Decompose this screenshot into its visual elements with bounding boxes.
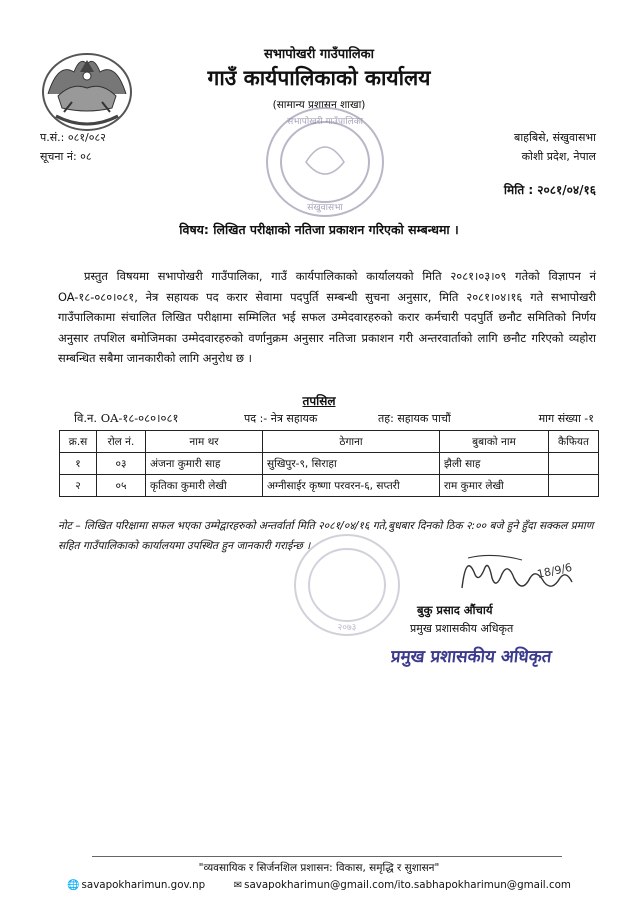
table-cell: कृतिका कुमारी लेखी [146, 475, 263, 497]
mail-icon: ✉ [233, 880, 243, 891]
table-row [60, 475, 599, 497]
reference-number: प.सं.: ०८१/०८२ [40, 131, 106, 144]
advert-number: वि.न. OA-१८-०८०।०८१ [74, 411, 179, 425]
column-header: बुबाको नाम [440, 431, 549, 453]
subject-line: विषय: लिखित परीक्षाको नतिजा प्रकाशन गरिएको सम्बन्धमा । [179, 222, 459, 237]
table-cell: ०५ [97, 475, 146, 497]
office-name: सभापोखरी गाउँपालिका [264, 47, 374, 62]
handwritten-signature-icon [452, 548, 580, 606]
post-level: तह: सहायक पाचौं [378, 412, 451, 425]
demand-count: माग संख्या -१ [538, 412, 594, 425]
table-cell [549, 475, 599, 497]
body-paragraph: प्रस्तुत विषयमा सभापोखरी गाउँपालिका, गाउँ कार्यपालिकाको कार्यालयको मिति २०८१।०३।०९ गतेको विज्ञापन नं OA-१८-०८०।०८१, नेत्र सहायक पद करार सेवामा पदपुर्ति सम्बन्धी सुचना अनुसार, मिति २०८१।०४।१६ गते सभापोखरी गाउँपालिकामा संचालित लिखित परीक्षामा सम्मिलित भई सफल उम्मेदवारहरुको करार कर्मचारी पदपुर्ति छनौट समितिको निर्णय अनुसार तपशिल बमोजिमका उम्मेदवारहरुको वर्णानुक्रम अनुसार नतिजा प्रकाशन गरी अन्तरवार्ताको लागि छनौट गरिएको व्यहोरा सम्बन्धित सबैमा जानकारीको लागि अनुरोध छ । [58, 269, 596, 365]
table-cell: अंजना कुमारी साह [146, 453, 263, 475]
column-header: क्र.स [60, 431, 97, 453]
footer-contacts [0, 879, 638, 891]
table-cell: राम कुमार लेखी [440, 475, 549, 497]
globe-icon: 🌐 [67, 880, 80, 891]
table-cell: झैली साह [440, 453, 549, 475]
table-cell [549, 453, 599, 475]
footer-motto: "व्यवसायिक र सिर्जनशिल प्रशासन: विकास, समृद्धि र सुशासन" [198, 862, 440, 874]
table-cell: १ [60, 453, 97, 475]
svg-text:२०७३: २०७३ [337, 623, 357, 633]
title-stamp: प्रमुख प्रशासकीय अधिकृत [389, 647, 553, 667]
table-row [60, 453, 599, 475]
column-header: नाम थर [146, 431, 263, 453]
office-seal-icon [290, 530, 404, 640]
notice-number: सूचना नं: ०८ [40, 150, 92, 163]
website-link[interactable]: savapokharimun.gov.np [81, 879, 206, 891]
office-seal-icon [262, 102, 388, 222]
note-paragraph: नोट – लिखित परिक्षामा सफल भएका उम्मेद्वारहरुको अन्तर्वार्ता मिति २०८१/०४/१६ गते,बुधबार दिनको ठिक २:०० बजे हुने हुँदा सक्कल प्रमाण सहित गाउँपालिकाको कार्यालयमा उपस्थित हुन जानकारी गराईन्छ । [58, 520, 594, 552]
svg-text:18/9/6: 18/9/6 [535, 560, 574, 581]
svg-text:संखुवासभा: संखुवासभा [307, 203, 343, 213]
column-header: ठेगाना [263, 431, 440, 453]
footer-divider [92, 856, 562, 857]
table-cell: ०३ [97, 453, 146, 475]
column-header: कैफियत [549, 431, 599, 453]
office-branch: (सामान्य प्रशासन शाखा) [272, 99, 366, 111]
result-table [59, 430, 599, 497]
office-title: गाउँ कार्यपालिकाको कार्यालय [207, 66, 431, 90]
document-date: मिति : २०८१/०४/१६ [503, 183, 596, 197]
table-heading: तपसिल [302, 394, 336, 408]
svg-text:सभापोखरी गाउँपालिका: सभापोखरी गाउँपालिका [287, 117, 363, 127]
address-line-1: बाहबिसे, संखुवासभा [514, 131, 596, 144]
table-cell: २ [60, 475, 97, 497]
signer-name: बुकु प्रसाद औंचार्य [417, 603, 493, 617]
table-cell: अग्नीसाईर कृष्णा परवरन-६, सप्तरी [263, 475, 440, 497]
table-header-row [60, 431, 599, 453]
table-cell: सुखिपुर-९, सिराहा [263, 453, 440, 475]
post-name: पद :- नेत्र सहायक [244, 412, 318, 425]
email-link[interactable]: savapokharimun@gmail.com/ito.sabhapokharimun@gmail.com [244, 879, 571, 891]
column-header: रोल नं. [97, 431, 146, 453]
signer-title: प्रमुख प्रशासकीय अधिकृत [410, 622, 514, 635]
address-line-2: कोशी प्रदेश, नेपाल [521, 150, 596, 163]
